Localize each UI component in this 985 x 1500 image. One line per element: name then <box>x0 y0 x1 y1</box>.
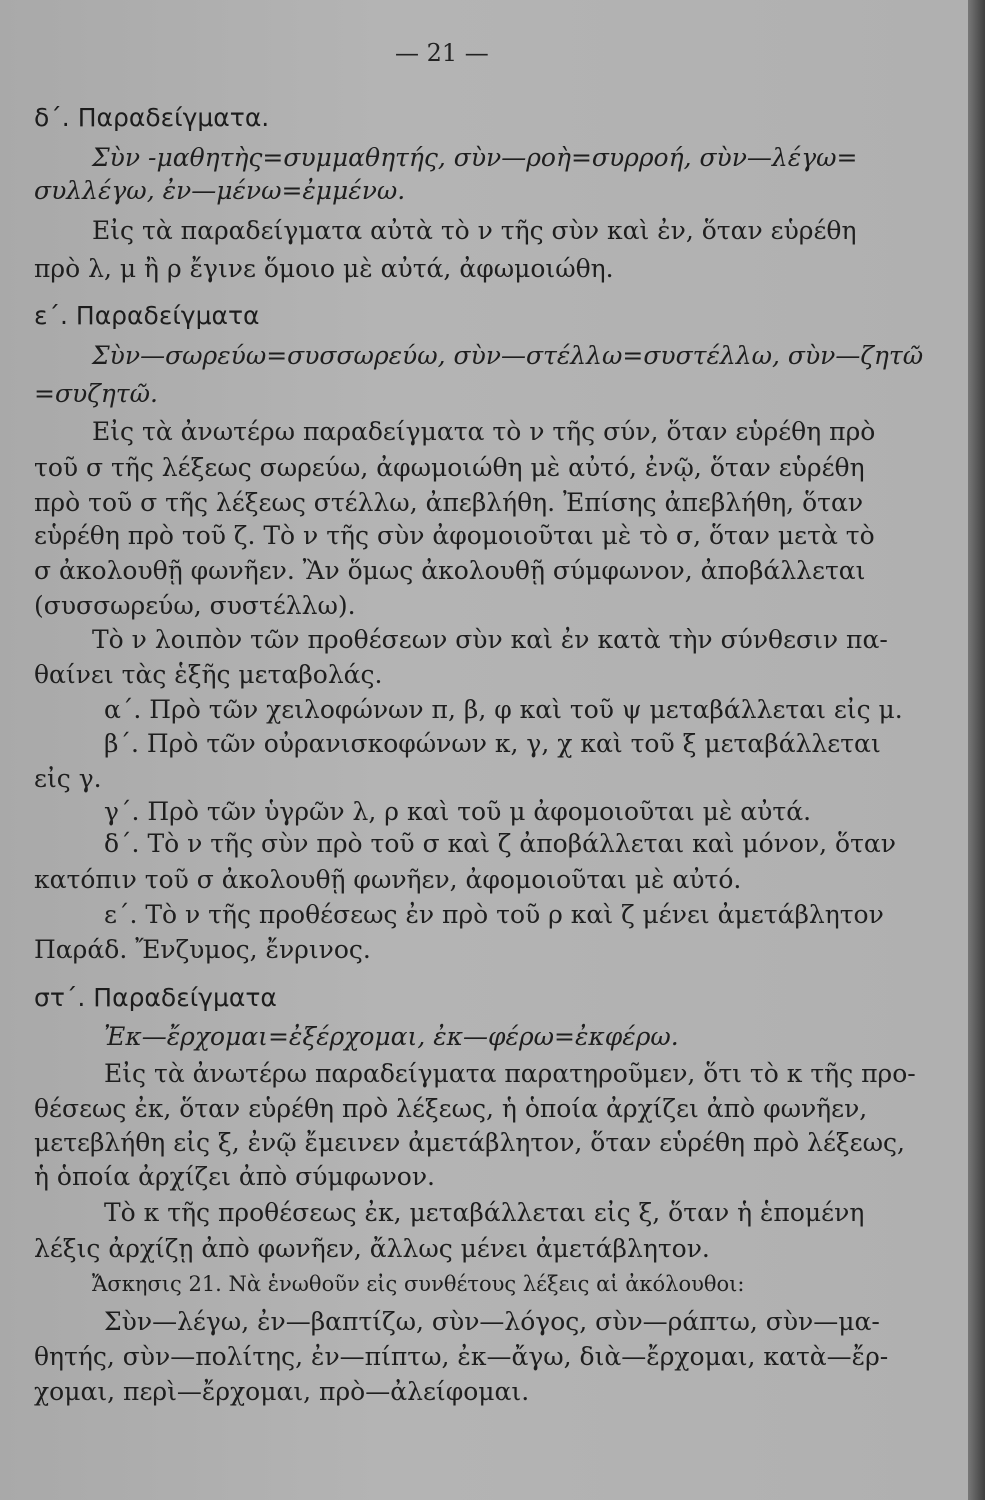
page-edge-shadow <box>968 0 985 1500</box>
text-line: γ΄. Πρὸ τῶν ὑγρῶν λ, ρ καὶ τοῦ μ ἀφομοιοῦται μὲ αὐτά. <box>104 797 812 826</box>
text-line: χομαι, περὶ—ἔρχομαι, πρὸ—ἀλείφομαι. <box>34 1377 530 1406</box>
text-line: εὑρέθη πρὸ τοῦ ζ. Τὸ ν τῆς σὺν ἀφομοιοῦται μὲ τὸ σ, ὅταν μετὰ τὸ <box>34 521 875 550</box>
text-line: πρὸ τοῦ σ τῆς λέξεως στέλλω, ἀπεβλήθη. Ἐπίσης ἀπεβλήθη, ὅταν <box>34 488 864 517</box>
text-line: πρὸ λ, μ ἢ ρ ἔγινε ὅμοιο μὲ αὐτά, ἀφωμοιώθη. <box>34 254 614 283</box>
text-line: Εἰς τὰ ἀνωτέρω παραδείγματα παρατηροῦμεν, ὅτι τὸ κ τῆς προ- <box>104 1059 916 1088</box>
text-line: ε΄. Τὸ ν τῆς προθέσεως ἐν πρὸ τοῦ ρ καὶ ζ μένει ἀμετάβλητον <box>104 900 884 929</box>
text-line: εἰς γ. <box>34 764 102 793</box>
text-line: Σὺν—σωρεύω=συσσωρεύω, σὺν—στέλλω=συστέλλω, σὺν—ζητῶ <box>92 341 924 370</box>
text-line: Παράδ. Ἔνζυμος, ἔνρινος. <box>34 935 371 964</box>
text-line: λέξις ἀρχίζῃ ἀπὸ φωνῆεν, ἄλλως μένει ἀμετάβλητον. <box>34 1234 710 1263</box>
text-line: δ΄. Τὸ ν τῆς σὺν πρὸ τοῦ σ καὶ ζ ἀποβάλλεται καὶ μόνον, ὅταν <box>104 829 897 858</box>
text-line: σ ἀκολουθῇ φωνῆεν. Ἂν ὅμως ἀκολουθῇ σύμφωνον, ἀποβάλλεται <box>34 556 866 585</box>
text-line: Τὸ κ τῆς προθέσεως ἐκ, μεταβάλλεται εἰς ξ, ὅταν ἡ ἑπομένη <box>104 1198 865 1227</box>
text-line: β΄. Πρὸ τῶν οὐρανισκοφώνων κ, γ, χ καὶ τοῦ ξ μεταβάλλεται <box>104 729 881 758</box>
section-heading-st: στ΄. Παραδείγματα <box>34 983 277 1012</box>
text-line: θαίνει τὰς ἑξῆς μεταβολάς. <box>34 660 383 689</box>
text-line: Εἰς τὰ ἀνωτέρω παραδείγματα τὸ ν τῆς σύν, ὅταν εὑρέθη πρὸ <box>92 417 876 446</box>
section-heading-e: ε΄. Παραδείγματα <box>34 301 260 330</box>
text-line: θητής, σὺν—πολίτης, ἐν—πίπτω, ἐκ—ἄγω, διὰ—ἔρχομαι, κατὰ—ἔρ- <box>34 1342 889 1371</box>
text-line: μετεβλήθη εἰς ξ, ἐνῷ ἔμεινεν ἀμετάβλητον, ὅταν εὑρέθη πρὸ λέξεως, <box>34 1128 905 1157</box>
text-line: (συσσωρεύω, συστέλλω). <box>34 591 356 620</box>
text-line: τοῦ σ τῆς λέξεως σωρεύω, ἀφωμοιώθη μὲ αὐτό, ἐνῷ, ὅταν εὑρέθη <box>34 453 865 482</box>
text-line: Σὺν -μαθητὴς=συμμαθητής, σὺν—ροὴ=συρροή, σὺν—λέγω= <box>92 143 858 172</box>
text-line: Εἰς τὰ παραδείγματα αὐτὰ τὸ ν τῆς σὺν καὶ ἐν, ὅταν εὑρέθη <box>92 216 857 245</box>
text-line: ἡ ὁποία ἀρχίζει ἀπὸ σύμφωνον. <box>34 1162 435 1191</box>
exercise-title: Ἄσκησις 21. Νὰ ἑνωθοῦν εἰς συνθέτους λέξεις αἱ ἀκόλουθοι: <box>92 1272 745 1296</box>
text-line: συλλέγω, ἐν—μένω=ἐμμένω. <box>34 176 406 205</box>
text-line: Σὺν—λέγω, ἐν—βαπτίζω, σὺν—λόγος, σὺν—ράπτω, σὺν—μα- <box>104 1307 880 1336</box>
text-line: Ἐκ—ἔρχομαι=ἐξέρχομαι, ἐκ—φέρω=ἐκφέρω. <box>104 1022 679 1051</box>
text-line: α΄. Πρὸ τῶν χειλοφώνων π, β, φ καὶ τοῦ ψ μεταβάλλεται εἰς μ. <box>104 695 903 724</box>
text-line: θέσεως ἐκ, ὅταν εὑρέθη πρὸ λέξεως, ἡ ὁποία ἀρχίζει ἀπὸ φωνῆεν, <box>34 1094 868 1123</box>
section-heading-d: δ΄. Παραδείγματα. <box>34 103 270 132</box>
page-number: — 21 — <box>395 39 489 67</box>
text-line: κατόπιν τοῦ σ ἀκολουθῇ φωνῆεν, ἀφομοιοῦται μὲ αὐτό. <box>34 865 742 894</box>
text-line: =συζητῶ. <box>34 379 158 408</box>
text-line: Τὸ ν λοιπὸν τῶν προθέσεων σὺν καὶ ἐν κατὰ τὴν σύνθεσιν πα- <box>92 625 888 654</box>
